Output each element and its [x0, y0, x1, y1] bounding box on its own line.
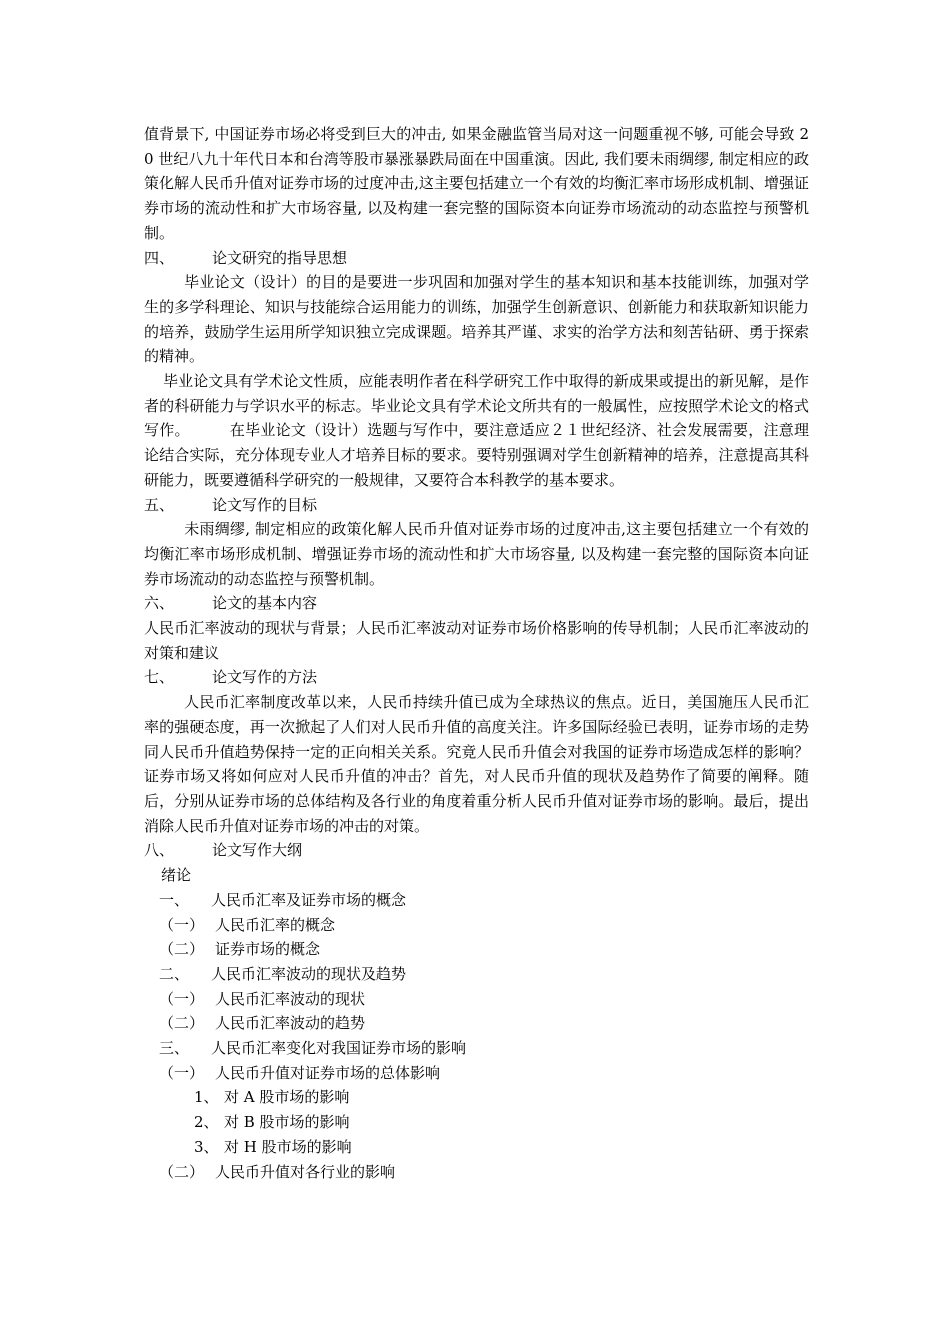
- section-title: 论文写作大纲: [212, 841, 303, 860]
- outline-number: （一）: [159, 915, 205, 934]
- outline-intro: 绪论: [161, 866, 192, 885]
- outline-title: 人民币汇率的概念: [215, 915, 336, 934]
- outline-number: （二）: [159, 940, 205, 959]
- section-heading-4: [144, 246, 809, 271]
- outline-chapter-3: [144, 1036, 809, 1061]
- outline-chapter-1: [144, 888, 809, 913]
- section-heading-7: [144, 665, 809, 690]
- outline-item-3-1-2: [144, 1110, 809, 1135]
- outline-title: 人民币升值对各行业的影响: [215, 1162, 396, 1181]
- outline-title: 人民币汇率波动的趋势: [215, 1014, 366, 1033]
- outline-section-2-2: [144, 1011, 809, 1036]
- section-heading-6: [144, 591, 809, 616]
- section-number: 六、: [144, 594, 175, 613]
- section-number: 五、: [144, 495, 175, 514]
- paragraph-method: 人民币汇率制度改革以来，人民币持续升值已成为全球热议的焦点。近日，美国施压人民币汇率的强硬态度，再一次掀起了人们对人民币升值的高度关注。许多国际经验已表明，证券市场的走势同人民币升值趋势保持一定的正向相关关系。究竟人民币升值会对我国的证券市场造成怎样的影响？证券市场又将如何应对人民币升值的冲击？首先，对人民币升值的现状及趋势作了简要的阐释。随后，分别从证券市场的总体结构及各行业的角度着重分析人民币升值对证券市场的影响。最后，提出消除人民币升值对证券市场的冲击的对策。: [144, 693, 809, 835]
- section-title: 论文的基本内容: [212, 594, 318, 613]
- outline-item-3-1-1: [144, 1085, 809, 1110]
- outline-title: 人民币汇率波动的现状及趋势: [211, 964, 407, 983]
- outline-item-3-1-3: [144, 1135, 809, 1160]
- outline-section-1-1: [144, 913, 809, 938]
- section-title: 论文写作的目标: [212, 495, 318, 514]
- outline-section-3-2: [144, 1160, 809, 1185]
- outline-title: 证券市场的概念: [215, 940, 321, 959]
- outline-section-3-1: [144, 1061, 809, 1086]
- outline-number: 二、: [159, 964, 190, 983]
- outline-number: （一）: [159, 989, 205, 1008]
- document-page: [144, 122, 809, 1184]
- outline-title: 对 A 股市场的影响: [224, 1088, 350, 1107]
- outline-chapter-2: [144, 962, 809, 987]
- paragraph-guiding-2: 毕业论文具有学术论文性质，应能表明作者在科学研究工作中取得的新成果或提出的新见解，是作者的科研能力与学识水平的标志。毕业论文具有学术论文所共有的一般属性，应按照学术论文的格式写作。 在毕业论文（设计）选题与写作中，要注意适应２１世纪经济、社会发展需要，注意理论结合实际，充分体现专业人才培养目标的要求。要特别强调对学生创新精神的培养，注意提高其科研能力，既要遵循科学研究的一般规律，又要符合本科教学的基本要求。: [144, 372, 809, 489]
- section-title: 论文写作的方法: [212, 668, 318, 687]
- section-heading-5: [144, 493, 809, 518]
- section-number: 八、: [144, 841, 175, 860]
- outline-number: （二）: [159, 1014, 205, 1033]
- outline-title: 人民币升值对证券市场的总体影响: [215, 1063, 441, 1082]
- paragraph-guiding-1: 毕业论文（设计）的目的是要进一步巩固和加强对学生的基本知识和基本技能训练，加强对学生的多学科理论、知识与技能综合运用能力的训练，加强学生创新意识、创新能力和获取新知识能力的培养，鼓励学生运用所学知识独立完成课题。培养其严谨、求实的治学方法和刻苦钻研、勇于探索的精神。: [144, 273, 809, 366]
- outline-title: 对 B 股市场的影响: [224, 1113, 350, 1132]
- section-number: 七、: [144, 668, 175, 687]
- outline-number: （一）: [159, 1063, 205, 1082]
- outline-title: 人民币汇率波动的现状: [215, 989, 366, 1008]
- outline-number: 3、: [194, 1137, 219, 1156]
- section-title: 论文研究的指导思想: [212, 248, 348, 267]
- outline-number: 1、: [194, 1088, 219, 1107]
- paragraph-content: 人民币汇率波动的现状与背景；人民币汇率波动对证券市场价格影响的传导机制；人民币汇率波动的对策和建议: [144, 619, 809, 662]
- outline-title: 人民币汇率变化对我国证券市场的影响: [211, 1039, 467, 1058]
- outline-number: 三、: [159, 1039, 190, 1058]
- section-number: 四、: [144, 248, 175, 267]
- section-heading-8: [144, 838, 809, 863]
- intro-paragraph: 值背景下, 中国证券市场必将受到巨大的冲击, 如果金融监管当局对这一问题重视不够, 可能会导致 20 世纪八九十年代日本和台湾等股市暴涨暴跌局面在中国重演。因此, 我们要未雨绸缪, 制定相应的政策化解人民币升值对证券市场的过度冲击,这主要包括建立一个有效的均衡汇率市场形成机制、增强证券市场的流动性和扩大市场容量, 以及构建一套完整的国际资本向证券市场流动的动态监控与预警机制。: [144, 125, 809, 242]
- outline-number: （二）: [159, 1162, 205, 1181]
- outline-section-2-1: [144, 987, 809, 1012]
- paragraph-goal: 未雨绸缪, 制定相应的政策化解人民币升值对证券市场的过度冲击,这主要包括建立一个有效的均衡汇率市场形成机制、增强证券市场的流动性和扩大市场容量, 以及构建一套完整的国际资本向证券市场流动的动态监控与预警机制。: [144, 520, 809, 588]
- outline-number: 一、: [159, 890, 190, 909]
- outline-title: 人民币汇率及证券市场的概念: [211, 890, 407, 909]
- outline-title: 对 H 股市场的影响: [224, 1137, 352, 1156]
- outline-number: 2、: [194, 1113, 219, 1132]
- outline-section-1-2: [144, 937, 809, 962]
